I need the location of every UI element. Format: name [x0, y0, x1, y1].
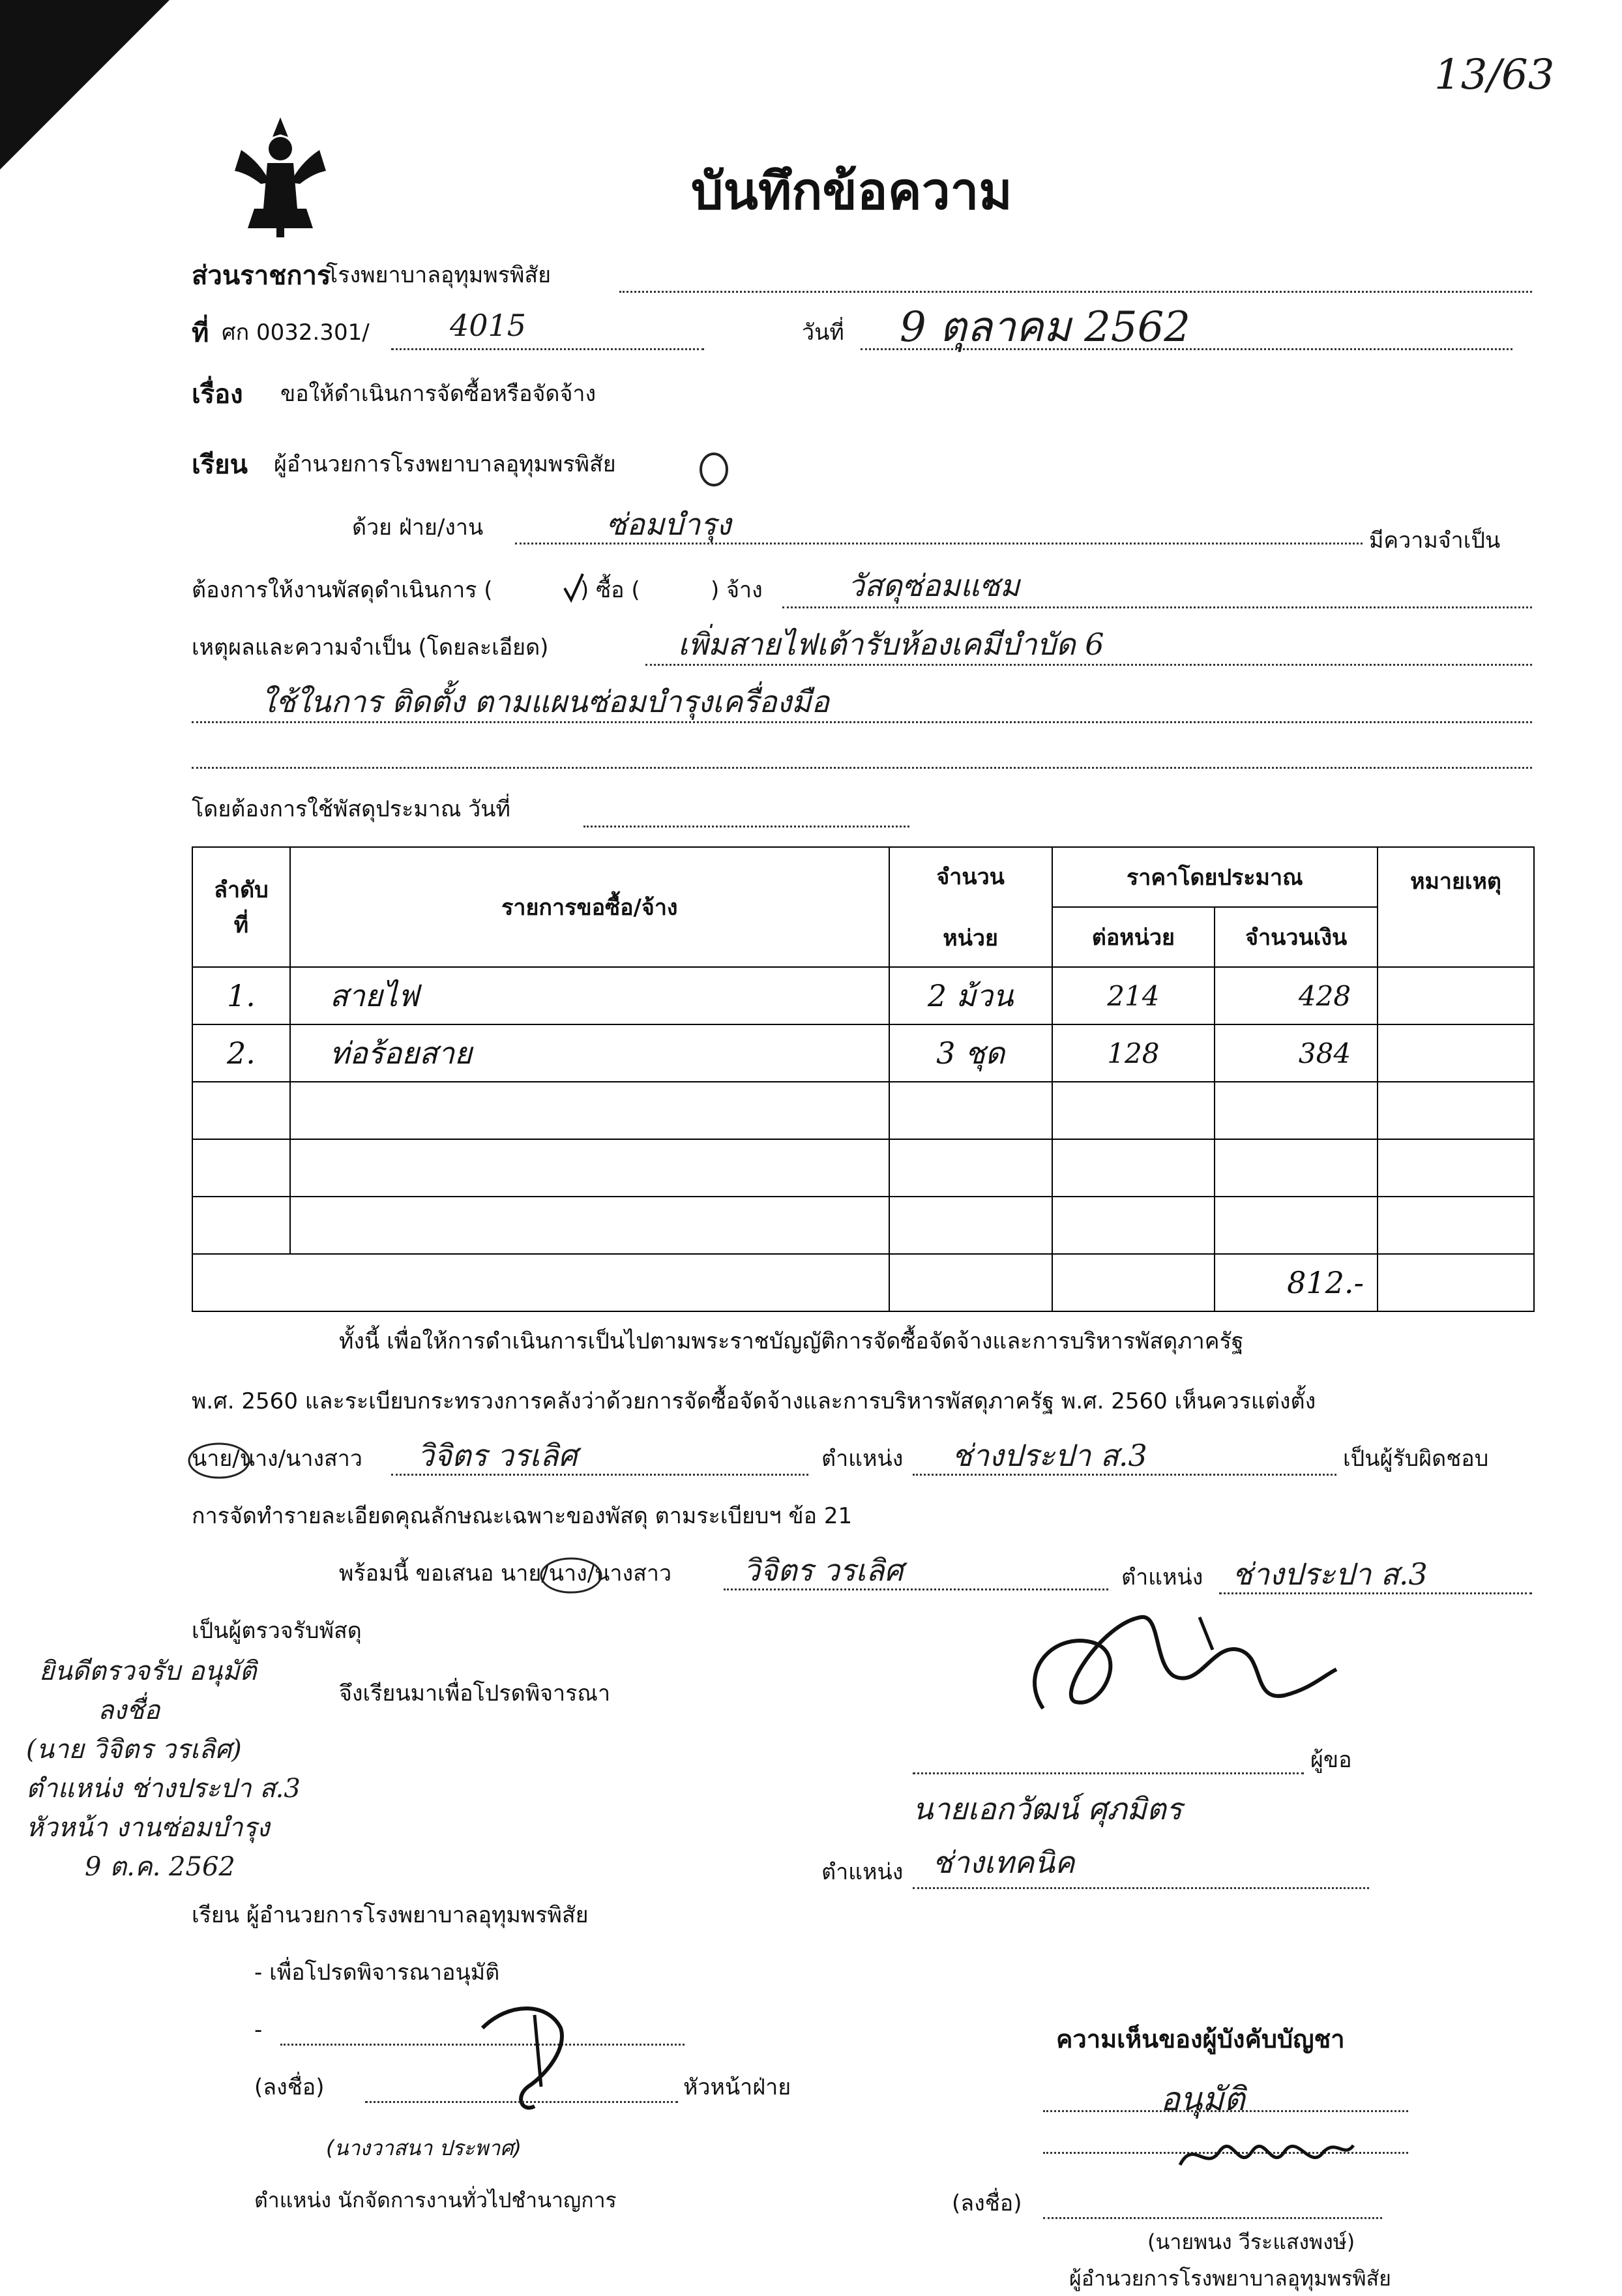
accounting-name: (นายพนง วีระแสงพงษ์)	[1147, 2229, 1355, 2254]
requester-label: ผู้ขอ	[1310, 1747, 1352, 1773]
approval-sign-prefix: (ลงชื่อ)	[254, 2074, 325, 2100]
approval-name: (นางวาสนา ประพาศ)	[326, 2136, 522, 2160]
dept-value: ซ่อมบำรุง	[606, 507, 731, 542]
para-line-2: พ.ศ. 2560 และระเบียบกระทรวงการคลังว่าด้วยการจัดซื้อจัดจ้างและการบริหารพัสดุภาครัฐ พ.ศ. 2560 เห็นควรแต่งตั้ง	[192, 1388, 1316, 1414]
approval-consider: - เพื่อโปรดพิจารณาอนุมัติ	[254, 1960, 500, 1986]
row-item: สายไฟ	[290, 967, 889, 1024]
need-buy-label: ) ซื้อ (	[580, 577, 640, 603]
reason-line-2: ใช้ในการ ติดตั้ง ตามแผนซ่อมบำรุงเครื่องมือ	[261, 684, 829, 719]
margin-note-4: ตำแหน่ง ช่างประปา ส.3	[26, 1774, 301, 1804]
requester-name: นายเอกวัฒน์ ศุภมิตร	[913, 1791, 1183, 1826]
table-row	[192, 1082, 1534, 1139]
to-value: ผู้อำนวยการโรงพยาบาลอุทุมพรพิสัย	[274, 451, 616, 477]
row-qty: 2 ม้วน	[889, 967, 1052, 1024]
agency-label: ส่วนราชการ	[192, 261, 331, 291]
para-line-6: เป็นผู้ตรวจรับพัสดุ	[192, 1618, 362, 1644]
requester-pos-value: ช่างเทคนิค	[932, 1845, 1075, 1880]
ref-no-value: 4015	[450, 308, 527, 343]
margin-note-3: (นาย วิจิตร วรเลิศ)	[26, 1735, 242, 1765]
accounting-title: ความเห็นของผู้บังคับบัญชา	[1056, 2025, 1345, 2053]
nai-circle-1	[186, 1441, 252, 1480]
row-remark	[1378, 967, 1534, 1024]
row-amount: 428	[1215, 967, 1378, 1024]
accounting-sign-dotline	[1043, 2217, 1382, 2219]
para-line-5-pos: ช่างประปา ส.3	[1232, 1557, 1428, 1592]
reason-dotline-3	[192, 767, 1532, 769]
header-qty: จำนวน หน่วย	[889, 847, 1052, 967]
need-hire-label: ) จ้าง	[711, 577, 763, 603]
requester-signature	[1004, 1604, 1343, 1748]
subject-value: ขอให้ดำเนินการจัดซื้อหรือจัดจ้าง	[280, 381, 597, 407]
total-amount: 812.-	[1215, 1254, 1378, 1311]
header-amount: จำนวนเงิน	[1215, 907, 1378, 967]
row-item: ท่อร้อยสาย	[290, 1024, 889, 1082]
row-amount: 384	[1215, 1024, 1378, 1082]
dept-suffix: มีความจำเป็น	[1369, 528, 1501, 554]
reason-label: เหตุผลและความจำเป็น (โดยละเอียด)	[192, 634, 549, 661]
para-line-5-prefix: พร้อมนี้ ขอเสนอ นาย/นาง/นางสาว	[339, 1560, 672, 1587]
para-line-5-name: วิจิตร วรเลิศ	[743, 1553, 904, 1588]
header-no: ลำดับ ที่	[192, 847, 290, 967]
para-line-3-suffix: เป็นผู้รับผิดชอบ	[1343, 1446, 1489, 1472]
row-remark	[1378, 1024, 1534, 1082]
accounting-pos: ผู้อำนวยการโรงพยาบาลอุทุมพรพิสัย	[1069, 2266, 1391, 2291]
scan-corner-mark	[0, 0, 170, 170]
date-label: วันที่	[802, 320, 844, 346]
subject-label: เรื่อง	[192, 380, 243, 410]
accounting-sign-prefix: (ลงชื่อ)	[952, 2190, 1022, 2216]
header-unit-price: ต่อหน่วย	[1052, 907, 1215, 967]
requester-pos-dotline	[913, 1887, 1369, 1889]
document-title: บันทึกข้อความ	[691, 162, 1012, 221]
approval-sign-dotline	[365, 2101, 678, 2103]
para-line-5-pos-label: ตำแหน่ง	[1121, 1564, 1203, 1590]
para-line-3-prefix: นาย/นาง/นางสาว	[192, 1446, 362, 1472]
approval-dash: -	[254, 2017, 263, 2043]
row-qty: 3 ชุด	[889, 1024, 1052, 1082]
margin-note-5: หัวหน้า งานซ่อมบำรุง	[26, 1813, 270, 1843]
table-row	[192, 1254, 1534, 1311]
para-line-3-name: วิจิตร วรเลิศ	[417, 1438, 578, 1473]
ref-no-dotline	[391, 348, 704, 350]
date-value: 9 ตุลาคม 2562	[900, 303, 1190, 351]
header-price-group: ราคาโดยประมาณ	[1052, 847, 1378, 907]
requester-sign-dotline	[913, 1772, 1304, 1774]
row-unit-price: 214	[1052, 967, 1215, 1024]
para-line-3-pos: ช่างประปา ส.3	[952, 1438, 1147, 1473]
row-unit-price: 128	[1052, 1024, 1215, 1082]
agency-dotline	[619, 291, 1532, 293]
margin-note-2: ลงชื่อ	[98, 1695, 160, 1725]
para-line-1: ทั้งนี้ เพื่อให้การดำเนินการเป็นไปตามพระราชบัญญัติการจัดซื้อจัดจ้างและการบริหารพัสดุภาครัฐ	[339, 1328, 1244, 1354]
use-date-dotline	[583, 826, 909, 827]
ref-no-prefix: ศก 0032.301/	[222, 320, 370, 346]
garuda-emblem	[215, 111, 346, 241]
table-row	[192, 967, 1534, 1024]
ref-no-label: ที่	[192, 318, 209, 348]
table-row	[192, 1139, 1534, 1197]
row-no: 1.	[192, 967, 290, 1024]
need-prefix: ต้องการให้งานพัสดุดำเนินการ (	[192, 577, 493, 603]
approval-pos: ตำแหน่ง นักจัดการงานทั่วไปชำนาญการ	[254, 2188, 617, 2213]
agency-value: โรงพยาบาลอุทุมพรพิสัย	[326, 262, 552, 288]
reason-line-1: เพิ่มสายไฟเต้ารับห้องเคมีบำบัด 6	[678, 627, 1104, 662]
buy-checkmark	[561, 571, 587, 604]
para-line-7: จึงเรียนมาเพื่อโปรดพิจารณา	[339, 1680, 611, 1707]
accounting-note: อนุมัติ	[1160, 2080, 1245, 2118]
need-value: วัสดุซ่อมแซม	[848, 568, 1020, 603]
use-date-label: โดยต้องการใช้พัสดุประมาณ วันที่	[192, 796, 510, 822]
row-no: 2.	[192, 1024, 290, 1082]
para-line-3-pos-label: ตำแหน่ง	[821, 1446, 904, 1472]
table-row	[192, 1024, 1534, 1082]
to-label: เรียน	[192, 450, 248, 480]
approval-sign-suffix: หัวหน้าฝ่าย	[683, 2074, 791, 2100]
circle-mark	[694, 450, 733, 489]
items-table	[192, 846, 1535, 1312]
header-remark: หมายเหตุ	[1378, 847, 1534, 967]
page-reference: 13/63	[1434, 51, 1555, 99]
margin-note-6: 9 ต.ค. 2562	[85, 1852, 235, 1882]
table-row	[192, 1197, 1534, 1254]
approval-to: เรียน ผู้อำนวยการโรงพยาบาลอุทุมพรพิสัย	[192, 1902, 589, 1928]
accounting-signature	[1173, 2126, 1356, 2184]
nai-circle-2	[538, 1556, 604, 1595]
margin-note-1: ยินดีตรวจรับ อนุมัติ	[39, 1656, 257, 1686]
header-item: รายการขอซื้อ/จ้าง	[290, 847, 889, 967]
para-line-4: การจัดทำรายละเอียดคุณลักษณะเฉพาะของพัสดุ ตามระเบียบฯ ข้อ 21	[192, 1503, 853, 1529]
requester-pos-label: ตำแหน่ง	[821, 1859, 904, 1885]
dept-prefix: ด้วย ฝ่าย/งาน	[352, 514, 484, 541]
approval-signature	[469, 1989, 587, 2119]
